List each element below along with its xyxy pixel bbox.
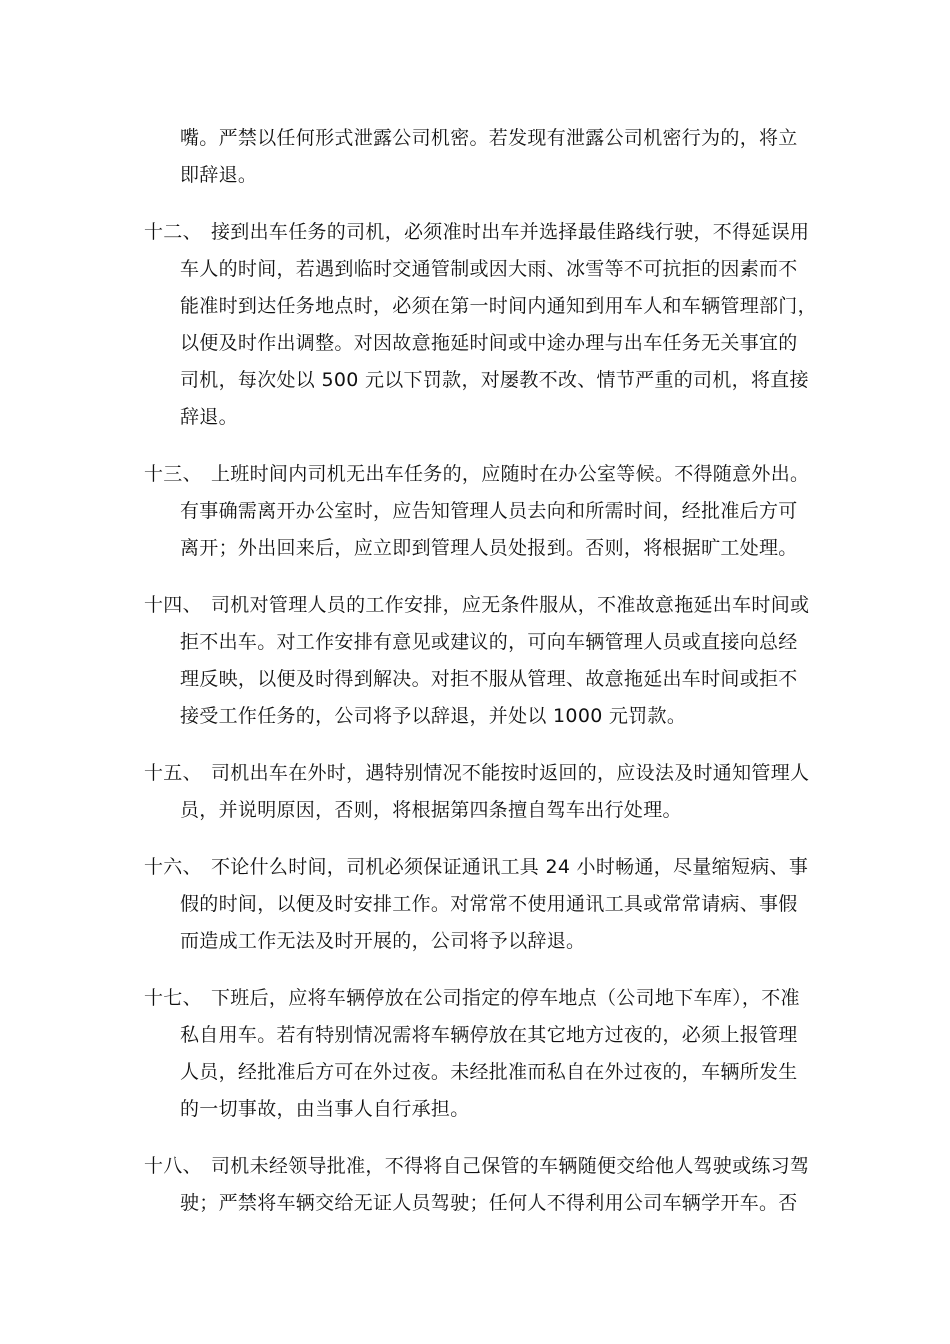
- clause-number: 十六、: [144, 856, 202, 878]
- clause-text-line: 假的时间，以便及时安排工作。对常常不使用通讯工具或常常请病、事假: [180, 893, 798, 915]
- clause-text-line: 上班时间内司机无出车任务的，应随时在办公室等候。不得随意外出。: [211, 463, 810, 485]
- clause-text-line: 员，并说明原因，否则，将根据第四条擅自驾车出行处理。: [180, 799, 682, 821]
- clause-text-line: 司机对管理人员的工作安排，应无条件服从，不准故意拖延出车时间或: [211, 594, 810, 616]
- clause-text-line: 驶；严禁将车辆交给无证人员驾驶；任何人不得利用公司车辆学开车。否: [180, 1192, 798, 1214]
- clause-text-line: 下班后，应将车辆停放在公司指定的停车地点（公司地下车库），不准: [211, 987, 800, 1009]
- clause-text-line: 辞退。: [180, 406, 238, 428]
- clause-text-line: 接受工作任务的，公司将予以辞退，并处以 1000 元罚款。: [180, 705, 687, 727]
- clause-text-line: 私自用车。若有特别情况需将车辆停放在其它地方过夜的，必须上报管理: [180, 1024, 798, 1046]
- clause-text-line: 而造成工作无法及时开展的，公司将予以辞退。: [180, 930, 586, 952]
- clause-text-line: 司机，每次处以 500 元以下罚款，对屡教不改、情节严重的司机，将直接: [180, 369, 809, 391]
- clause-text-line: 有事确需离开办公室时，应告知管理人员去向和所需时间，经批准后方可: [180, 500, 798, 522]
- clause-text-line: 司机出车在外时，遇特别情况不能按时返回的，应设法及时通知管理人: [211, 762, 810, 784]
- clause-text-line: 以便及时作出调整。对因故意拖延时间或中途办理与出车任务无关事宜的: [180, 332, 798, 354]
- clause-text-line: 能准时到达任务地点时，必须在第一时间内通知到用车人和车辆管理部门，: [180, 295, 817, 317]
- clause-text-line: 即辞退。: [180, 164, 258, 186]
- clause-text-line: 的一切事故，由当事人自行承担。: [180, 1098, 470, 1120]
- clause-number: 十三、: [144, 463, 202, 485]
- clause-number: 十七、: [144, 987, 202, 1009]
- clause-number: 十八、: [144, 1155, 202, 1177]
- clause-text-line: 司机未经领导批准，不得将自己保管的车辆随便交给他人驾驶或练习驾: [211, 1155, 810, 1177]
- clause-number: 十二、: [144, 221, 202, 243]
- clause-text-line: 不论什么时间，司机必须保证通讯工具 24 小时畅通，尽量缩短病、事: [211, 856, 809, 878]
- clause-text-line: 理反映，以便及时得到解决。对拒不服从管理、故意拖延出车时间或拒不: [180, 668, 798, 690]
- clause-text-line: 嘴。严禁以任何形式泄露公司机密。若发现有泄露公司机密行为的，将立: [180, 127, 798, 149]
- clause-text-line: 拒不出车。对工作安排有意见或建议的，可向车辆管理人员或直接向总经: [180, 631, 798, 653]
- clause-text-line: 接到出车任务的司机，必须准时出车并选择最佳路线行驶，不得延误用: [211, 221, 810, 243]
- clause-text-line: 离开；外出回来后，应立即到管理人员处报到。否则，将根据旷工处理。: [180, 537, 798, 559]
- clause-number: 十四、: [144, 594, 202, 616]
- clause-text-line: 车人的时间，若遇到临时交通管制或因大雨、冰雪等不可抗拒的因素而不: [180, 258, 798, 280]
- clause-number: 十五、: [144, 762, 202, 784]
- clause-text-line: 人员，经批准后方可在外过夜。未经批准而私自在外过夜的，车辆所发生: [180, 1061, 798, 1083]
